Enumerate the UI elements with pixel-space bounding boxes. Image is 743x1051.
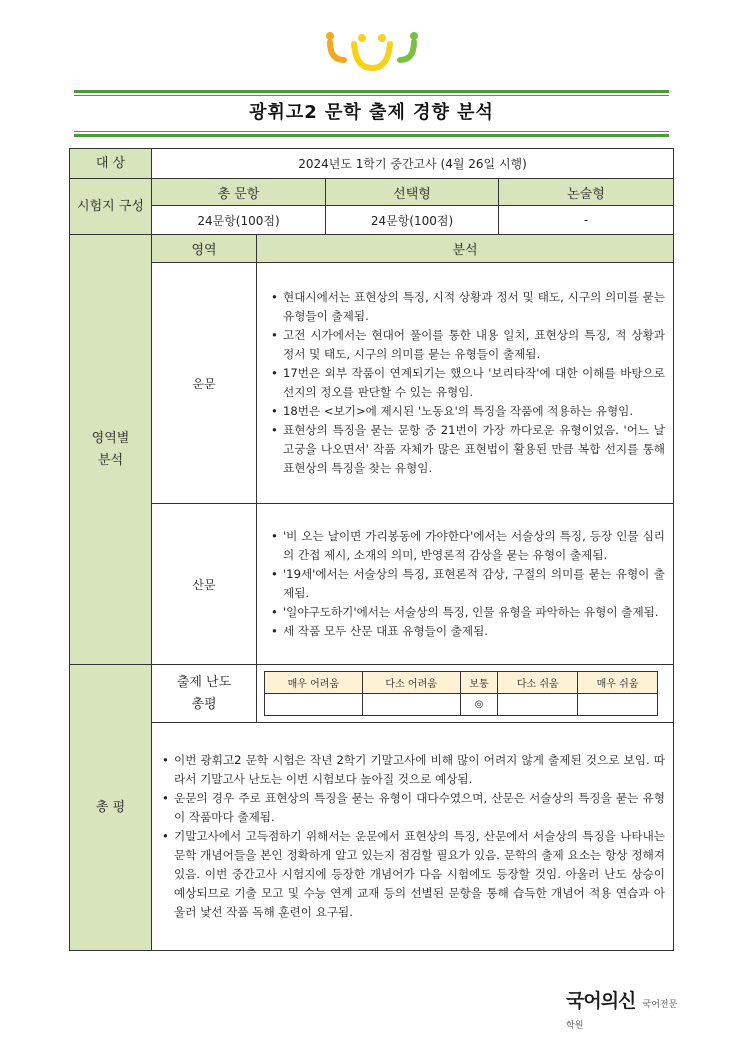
difficulty-mark (362, 694, 460, 716)
title-rule-top (74, 90, 669, 93)
difficulty-mark: ◎ (460, 694, 498, 716)
composition-label-text: 시험지 구성 (77, 198, 144, 214)
difficulty-level: 다소 쉬움 (498, 672, 578, 694)
page-title: 광휘고2 문학 출제 경향 분석 (249, 102, 494, 123)
prose-analysis (257, 504, 674, 665)
composition-value-choice: 24문항(100점) (326, 206, 499, 235)
review-body (152, 723, 674, 951)
analysis-table (69, 148, 674, 951)
difficulty-mark (498, 694, 578, 716)
composition-label (70, 179, 152, 235)
verse-bullet: • 18번은 <보기>에 제시된 '노동요'의 특징을 작품에 적용하는 유형임. (271, 402, 665, 421)
difficulty-table (264, 671, 658, 716)
brand-logo (566, 986, 678, 1031)
review-bullet: • 운문의 경우 주로 표현상의 특징을 묻는 유형이 대다수였으며, 산문은 서술상의 특징을 묻는 유형이 작품마다 출제됨. (162, 789, 665, 827)
analysis-header-analysis: 분석 (257, 235, 674, 263)
verse-bullet: • 고전 시가에서는 현대어 풀이를 통한 내용 일치, 표현상의 특징, 적 상황과 정서 및 태도, 시구의 의미를 묻는 유형들이 출제됨. (271, 326, 665, 364)
difficulty-level: 매우 어려움 (265, 672, 363, 694)
difficulty-level: 보통 (460, 672, 498, 694)
verse-bullet: • 표현상의 특징을 묻는 문항 중 21번이 가장 까다로운 유형이었음. '어느 날 고궁을 나오면서' 작품 자체가 많은 표현법이 활용된 만큼 복합 선지를 통해 표현상의 특징을 찾는 유형임. (271, 421, 665, 478)
prose-bullet: • '비 오는 날이면 가리봉동에 가야한다'에서는 서술상의 특징, 등장 인물 심리의 간접 제시, 소재의 의미, 반영론적 감상을 묻는 유형이 출제됨. (271, 527, 665, 565)
difficulty-level: 매우 쉬움 (578, 672, 658, 694)
target-label: 대 상 (70, 149, 152, 179)
composition-header-total: 총 문항 (152, 179, 326, 206)
review-label: 총 평 (70, 665, 152, 951)
difficulty-label (152, 665, 257, 723)
difficulty-level: 다소 어려움 (362, 672, 460, 694)
difficulty-mark (265, 694, 363, 716)
composition-value-total: 24문항(100점) (152, 206, 326, 235)
target-value: 2024년도 1학기 중간고사 (4월 26일 시행) (152, 149, 674, 179)
title-rule-top-thin (74, 95, 669, 96)
verse-bullet: • 현대시에서는 표현상의 특징, 시적 상황과 정서 및 태도, 시구의 의미를 묻는 유형들이 출제됨. (271, 288, 665, 326)
analysis-label (70, 235, 152, 665)
composition-header-choice: 선택형 (326, 179, 499, 206)
analysis-label-text: 영역별 분석 (91, 430, 130, 468)
verse-bullet: • 17번은 외부 작품이 연계되기는 했으나 '보리타작'에 대한 이해를 바탕으로 선지의 정오를 판단할 수 있는 유형임. (271, 364, 665, 402)
review-bullet: • 기말고사에서 고득점하기 위해서는 운문에서 표현상의 특징, 산문에서 서술상의 특징을 나타내는 문학 개념어들을 본인 정확하게 알고 있는지 점검할 필요가 있음. 문학의 출제 요소는 항상 정해져 있음. 이번 중간고사 시험지에 등장한 개념어가 다음 시험에도 등장할 것임. 아울러 난도 상승이 예상되므로 기출 모고 및 수능 연계 교재 등의 선별된 문항을 통해 습득한 개념어 적용 연습과 아울러 낯선 작품 독해 훈련이 요구됨. (162, 827, 665, 922)
academy-logo-icon (322, 30, 422, 72)
title-rule-bottom (74, 134, 669, 137)
composition-header-essay: 논술형 (499, 179, 674, 206)
brand-sub: 국어전문학원 (566, 1000, 678, 1031)
brand-main: 국어의신 (566, 990, 636, 1012)
prose-bullet: • '19세'에서는 서술상의 특징, 표현론적 감상, 구절의 의미를 묻는 유형이 출제됨. (271, 565, 665, 603)
area-prose: 산문 (152, 504, 257, 665)
area-verse: 운문 (152, 263, 257, 504)
prose-bullet: • 세 작품 모두 산문 대표 유형들이 출제됨. (271, 622, 665, 641)
composition-value-essay: - (499, 206, 674, 235)
prose-bullet: • '일야구도하기'에서는 서술상의 특징, 인물 유형을 파악하는 유형이 출제됨. (271, 603, 665, 622)
difficulty-label-text: 출제 난도 총평 (176, 674, 232, 712)
verse-analysis (257, 263, 674, 504)
difficulty-scale (257, 665, 674, 723)
title-rule-bottom-thin (74, 131, 669, 132)
review-bullet: • 이번 광휘고2 문학 시험은 작년 2학기 기말고사에 비해 많이 어려지 않게 출제된 것으로 보임. 따라서 기말고사 난도는 이번 시험보다 높아질 것으로 예상됨. (162, 751, 665, 789)
difficulty-mark (578, 694, 658, 716)
analysis-header-area: 영역 (152, 235, 257, 263)
